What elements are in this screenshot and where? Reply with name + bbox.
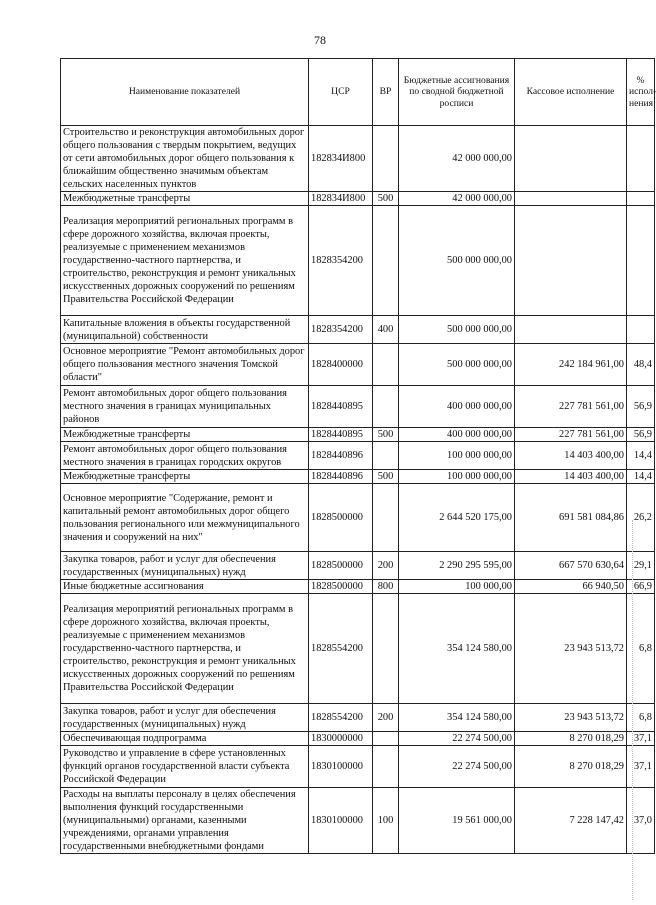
row-assigned: 42 000 000,00	[399, 126, 515, 192]
table-row	[61, 192, 655, 206]
row-percent: 26,2	[627, 484, 655, 552]
row-assigned: 354 124 580,00	[399, 704, 515, 732]
row-name: Основное мероприятие "Содержание, ремонт и капитальный ремонт автомобильных дорог общего пользования регионального или межмуниципального значения и сооружений на них"	[61, 484, 309, 552]
row-executed: 242 184 961,00	[515, 344, 627, 386]
table-row	[61, 594, 655, 704]
row-vr	[373, 746, 399, 788]
table-row	[61, 484, 655, 552]
row-name: Закупка товаров, работ и услуг для обеспечения государственных (муниципальных) нужд	[61, 552, 309, 580]
header-percent: % испол-нения	[627, 59, 655, 126]
table-row	[61, 470, 655, 484]
row-name: Реализация мероприятий региональных программ в сфере дорожного хозяйства, включая проекты, реализуемые с применением механизмов государственно-частного партнерства, и строительство, реконструкция и ремонт уникальных искусственных дорожных сооружений по решениям Правительства Российской Федерации	[61, 206, 309, 316]
header-csr: ЦСР	[309, 59, 373, 126]
table-row	[61, 704, 655, 732]
row-csr: 1828354200	[309, 206, 373, 316]
row-name: Реализация мероприятий региональных программ в сфере дорожного хозяйства, включая проекты, реализуемые с применением механизмов государственно-частного партнерства, и строительство, реконструкция и ремонт уникальных искусственных дорожных сооружений по решениям Правительства Российской Федерации	[61, 594, 309, 704]
row-csr: 1828354200	[309, 316, 373, 344]
row-executed	[515, 126, 627, 192]
header-name: Наименование показателей	[61, 59, 309, 126]
row-assigned: 2 644 520 175,00	[399, 484, 515, 552]
row-csr: 1828440896	[309, 470, 373, 484]
table-row	[61, 126, 655, 192]
row-assigned: 100 000 000,00	[399, 470, 515, 484]
row-vr: 200	[373, 704, 399, 732]
row-percent: 14,4	[627, 442, 655, 470]
row-assigned: 19 561 000,00	[399, 788, 515, 854]
row-csr: 1828500000	[309, 484, 373, 552]
row-name: Руководство и управление в сфере установленных функций органов государственной власти субъекта Российской Федерации	[61, 746, 309, 788]
row-assigned: 500 000 000,00	[399, 206, 515, 316]
row-assigned: 22 274 500,00	[399, 746, 515, 788]
row-percent: 6,8	[627, 704, 655, 732]
row-csr: 1828554200	[309, 594, 373, 704]
row-vr	[373, 442, 399, 470]
table-row	[61, 428, 655, 442]
row-assigned: 100 000,00	[399, 580, 515, 594]
row-vr	[373, 206, 399, 316]
table-row	[61, 580, 655, 594]
row-csr: 1828440895	[309, 428, 373, 442]
row-percent	[627, 206, 655, 316]
row-percent: 37,1	[627, 746, 655, 788]
row-vr	[373, 126, 399, 192]
row-executed: 23 943 513,72	[515, 704, 627, 732]
row-assigned: 354 124 580,00	[399, 594, 515, 704]
row-csr: 1828440896	[309, 442, 373, 470]
row-vr: 500	[373, 192, 399, 206]
row-percent	[627, 192, 655, 206]
header-executed: Кассовое исполнение	[515, 59, 627, 126]
row-executed: 7 228 147,42	[515, 788, 627, 854]
row-vr: 400	[373, 316, 399, 344]
row-name: Строительство и реконструкция автомобильных дорог общего пользования с твердым покрытием, ведущих от сети автомобильных дорог общего пользования к ближайшим общественно значимым объектам сельских населенных пунктов	[61, 126, 309, 192]
row-percent	[627, 316, 655, 344]
page-number: 78	[314, 33, 326, 47]
row-percent: 6,8	[627, 594, 655, 704]
row-percent: 37,0	[627, 788, 655, 854]
row-executed	[515, 206, 627, 316]
row-name: Ремонт автомобильных дорог общего пользования местного значения в границах городских округов	[61, 442, 309, 470]
row-executed: 8 270 018,29	[515, 746, 627, 788]
row-assigned: 22 274 500,00	[399, 732, 515, 746]
table-row	[61, 552, 655, 580]
row-vr	[373, 484, 399, 552]
table-row	[61, 316, 655, 344]
row-name: Основное мероприятие "Ремонт автомобильных дорог общего пользования местного значения Томской области"	[61, 344, 309, 386]
table-row	[61, 746, 655, 788]
row-vr: 200	[373, 552, 399, 580]
row-percent: 48,4	[627, 344, 655, 386]
row-csr: 182834И800	[309, 126, 373, 192]
row-csr: 1828500000	[309, 552, 373, 580]
table-row	[61, 344, 655, 386]
header-assigned: Бюджетные ассигнования по сводной бюджетной росписи	[399, 59, 515, 126]
row-csr: 1830100000	[309, 788, 373, 854]
row-executed: 14 403 400,00	[515, 442, 627, 470]
row-csr: 1828500000	[309, 580, 373, 594]
scan-edge-line	[632, 520, 634, 900]
row-name: Межбюджетные трансферты	[61, 192, 309, 206]
row-csr: 1828440895	[309, 386, 373, 428]
row-executed: 14 403 400,00	[515, 470, 627, 484]
row-executed: 667 570 630,64	[515, 552, 627, 580]
row-csr: 1830000000	[309, 732, 373, 746]
row-vr	[373, 732, 399, 746]
row-executed: 8 270 018,29	[515, 732, 627, 746]
row-executed	[515, 192, 627, 206]
table-row	[61, 788, 655, 854]
row-percent: 37,1	[627, 732, 655, 746]
row-vr: 500	[373, 428, 399, 442]
row-name: Расходы на выплаты персоналу в целях обеспечения выполнения функций государственными (муниципальными) органами, казенными учреждениями, органами управления государственными внебюджетными фондами	[61, 788, 309, 854]
row-percent: 56,9	[627, 428, 655, 442]
row-vr: 500	[373, 470, 399, 484]
row-name: Обеспечивающая подпрограмма	[61, 732, 309, 746]
row-assigned: 2 290 295 595,00	[399, 552, 515, 580]
row-csr: 182834И800	[309, 192, 373, 206]
row-assigned: 400 000 000,00	[399, 386, 515, 428]
row-assigned: 500 000 000,00	[399, 316, 515, 344]
row-executed: 23 943 513,72	[515, 594, 627, 704]
row-executed: 227 781 561,00	[515, 386, 627, 428]
row-executed: 66 940,50	[515, 580, 627, 594]
row-executed: 691 581 084,86	[515, 484, 627, 552]
table-row	[61, 206, 655, 316]
row-name: Межбюджетные трансферты	[61, 470, 309, 484]
table-header-row	[61, 59, 655, 126]
row-percent: 29,1	[627, 552, 655, 580]
table-row	[61, 386, 655, 428]
row-vr: 100	[373, 788, 399, 854]
header-vr: ВР	[373, 59, 399, 126]
row-vr: 800	[373, 580, 399, 594]
table-row	[61, 732, 655, 746]
row-name: Капитальные вложения в объекты государственной (муниципальной) собственности	[61, 316, 309, 344]
row-vr	[373, 344, 399, 386]
row-name: Межбюджетные трансферты	[61, 428, 309, 442]
row-name: Иные бюджетные ассигнования	[61, 580, 309, 594]
row-executed	[515, 316, 627, 344]
row-vr	[373, 386, 399, 428]
row-assigned: 400 000 000,00	[399, 428, 515, 442]
row-csr: 1828554200	[309, 704, 373, 732]
row-percent: 14,4	[627, 470, 655, 484]
row-name: Закупка товаров, работ и услуг для обеспечения государственных (муниципальных) нужд	[61, 704, 309, 732]
budget-execution-table	[60, 58, 655, 854]
table-row	[61, 442, 655, 470]
row-name: Ремонт автомобильных дорог общего пользования местного значения в границах муниципальных районов	[61, 386, 309, 428]
row-vr	[373, 594, 399, 704]
row-percent: 56,9	[627, 386, 655, 428]
row-assigned: 500 000 000,00	[399, 344, 515, 386]
row-assigned: 42 000 000,00	[399, 192, 515, 206]
row-executed: 227 781 561,00	[515, 428, 627, 442]
row-csr: 1830100000	[309, 746, 373, 788]
row-percent: 66,9	[627, 580, 655, 594]
row-assigned: 100 000 000,00	[399, 442, 515, 470]
row-percent	[627, 126, 655, 192]
row-csr: 1828400000	[309, 344, 373, 386]
